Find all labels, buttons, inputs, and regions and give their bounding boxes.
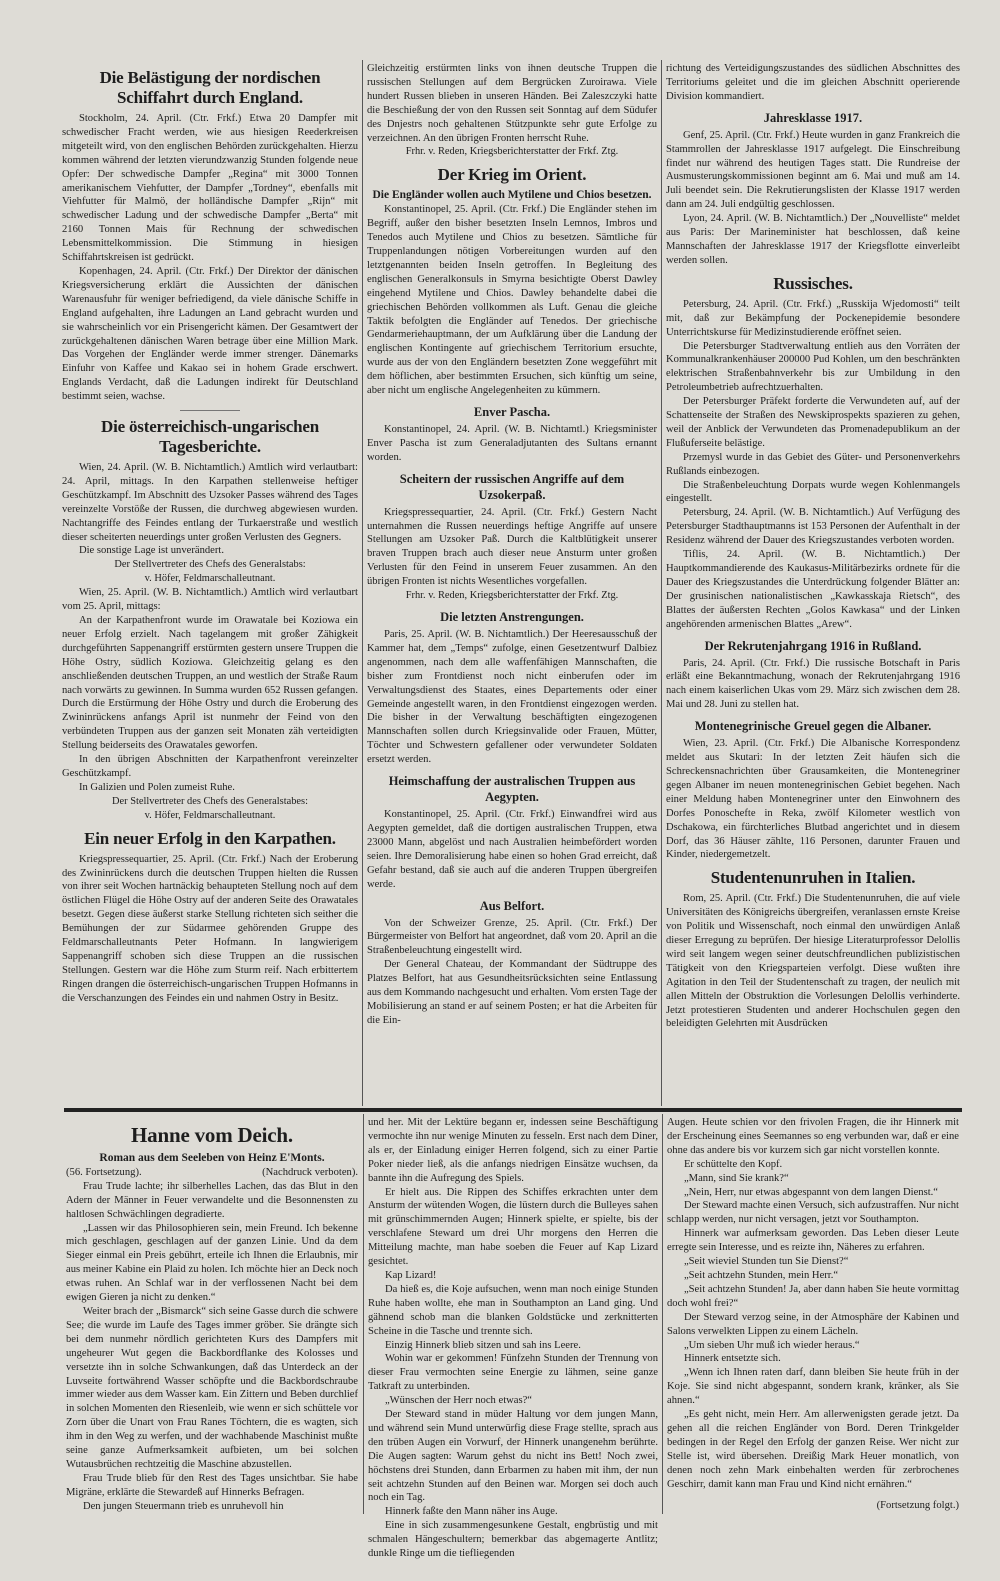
- feuilleton-divider: [64, 1108, 962, 1112]
- subheadline: Montenegrinische Greuel gegen die Albaner.: [694, 719, 932, 734]
- paragraph: Der Petersburger Präfekt forderte die Verwundeten auf, auf der Schattenseite der Straßen des Newskiprospekts spazieren zu gehen, weil der Anblick der Verwundeten das Promenadepublikum an der Flußuferseite belästige.: [666, 396, 960, 449]
- paragraph: Kopenhagen, 24. April. (Ctr. Frkf.) Der Direktor der dänischen Kriegsversicherung erklärt die Aussichten der dänischen Warenausfuhr für weniger befriedigend, da viele dänische Schiffe in England aufgehalten, ihre Ladungen an Land gebracht wurden und sie wahrscheinlich vor ein Prisengericht kämen. Der Gesamtwert der zurückgehaltenen dänischen Waren betrage über eine Million Mark. Das Vorgehen der Engländer werde immer strenger. Dänemarks Einfuhr von Kaffee und Kakao sei in hohem Grade erschwert. Englands Verdacht, daß die Ladungen indirekt für Deutschland bestimmt seien, wachse.: [62, 265, 358, 403]
- signature: Der Stellvertreter des Chefs des Generalstabs:: [114, 559, 306, 571]
- paragraph: Paris, 24. April. (Ctr. Frkf.) Die russische Botschaft in Paris erläßt eine Bekanntmachung, wonach der Rekrutenjahrgang 1916 nach einem kaiserlichen Ukas vom 29. März sich zwischen dem 28. Mai und 28. Juni zu stellen hat.: [666, 657, 960, 711]
- news-column-2: [367, 62, 657, 1106]
- subheadline: Heimschaffung der australischen Truppen aus Aegypten.: [388, 774, 636, 805]
- paragraph: „Um sieben Uhr muß ich wieder heraus.“: [683, 1339, 860, 1351]
- continuation-note: (Fortsetzung folgt.): [876, 1500, 959, 1512]
- paragraph-continued: Gleichzeitig erstürmten links von ihnen deutsche Truppen die russischen Stellungen auf dem Bergrücken Zuroirawa. Viele hundert Russen blieben in unseren Händen. Bei Zaleszczyki hatte die Beschießung der von den Russen seit Sonntag auf dem Südufer des Dnjestrs noch gehaltenen Stützpunkte sehr gute Erfolge zu verzeichnen. An den übrigen Fronten herrscht Ruhe.: [367, 63, 657, 144]
- headline: Der Krieg im Orient.: [437, 165, 587, 185]
- serial-column-1: [66, 1116, 358, 1516]
- paragraph: „Seit achtzehn Stunden, mein Herr.“: [683, 1269, 839, 1281]
- column-rule: [363, 1114, 364, 1514]
- paragraph: Der Steward machte einen Versuch, sich aufzustraffen. Nur nicht schlapp werden, nur nicht versagen, jetzt vor Southampton.: [667, 1200, 959, 1226]
- paragraph: Lyon, 24. April. (W. B. Nichtamtlich.) Der „Nouvelliste“ meldet aus Paris: Der Marineminister hat beschlossen, daß keine Mannschaften der Jahresklasse 1917 der Kriegsflotte einverleibt werden sollen.: [666, 213, 960, 266]
- paragraph: „Mann, sind Sie krank?“: [683, 1172, 789, 1184]
- paragraph: „Es geht nicht, mein Herr. Am allerwenigsten gerade jetzt. Da gehen all die reichen Engländer von Bord. Deren Trinkgelder bedingen in der Regel den Erfolg der ganzen Reise. Wer nicht zur Stelle ist, wird übersehen. Dreißig Mark Heuer monatlich, von denen noch zehn Mark einbehalten werden für zerbrochenes Geschirr, damit kann man Frau und Kind nicht ernähren.“: [667, 1409, 959, 1490]
- headline: Studentenunruhen in Italien.: [710, 868, 916, 888]
- paragraph: Rom, 25. April. (Ctr. Frkf.) Die Studentenunruhen, die auf viele Universitäten des Königreichs übergreifen, veranlassen ernste Kreise von Politik und Wissenschaft, noch einmal den unwürdigen Anlaß dieser Erregung zu beprüfen. Der hiesige Literaturprofessor Delollis wird seit langem wegen seiner deutschfreundlichen publizistischen Tätigkeit von den Kriegsparteien verfolgt. Diese wußten ihre Agitation in den Teil der Studentenschaft zu tragen, der neulich mit allen Mitteln der Obstruktion die Vorlesungen Delollis verhinderte. Jetzt protestieren Studenten und anderer Hochschulen gegen den beleidigten Gelehrten mit Ausdrücken: [666, 893, 960, 1030]
- paragraph: An der Karpathenfront wurde im Orawatale bei Koziowa ein neuer Erfolg erzielt. Nach tagelangem mit großer Zähigkeit durchgeführten Sappenangriff erstürmten gestern unsere Truppen die Höhe Ostry, südlich Koziowa. Gleichzeitig gelang es den anschließenden deutschen Truppen, an und westlich der Straße Raum nach vorwärts zu gewinnen. In Summa wurden 652 Russen gefangen. Durch die Erstürmung der Höhe Ostry und durch die Eroberung des Zwininrückens anfangs April ist nunmehr der Feind von den verbündeten Truppen aus der ganzen seit Monaten zäh verteidigten Stellung beiderseits des Orawatales geworfen.: [62, 615, 358, 752]
- paragraph: Hinnerk war aufmerksam geworden. Das Leben dieser Leute erregte sein Interesse, und es reizte ihn, Näheres zu erfahren.: [667, 1228, 959, 1254]
- paragraph: In den übrigen Abschnitten der Karpathenfront vereinzelter Geschützkampf.: [62, 754, 358, 779]
- paragraph: Eine in sich zusammengesunkene Gestalt, engbrüstig und mit schmalen Hängeschultern; bemerkbar das abgemagerte Antlitz; dunkle Ringe um die tiefliegenden: [368, 1520, 658, 1560]
- paragraph: Kap Lizard!: [384, 1269, 437, 1281]
- paragraph: Weiter brach der „Bismarck“ sich seine Gasse durch die schwere See; die wurde im Laufe des Tages immer gröber. Sie drängte sich bei dem nunmehr nördlich gerichteten Kurs des Dampfers mit ungeheurer Wut gegen die Backbordflanke des Kolosses und versetzte ihn in solche Schwankungen, daß das Unterdeck an der Luvseite fortwährend Wasser schöpfte und die Backbordschraube immer wieder aus dem Wasser kam. Ein Zittern und Beben durchlief in solchen Momenten den Riesenleib, wie wenn er sich schüttele vor Zorn über die Unart von Frau Ranes Töchtern, die es wagten, sich ihm in den Weg zu werfen, und der wachhabende Maschinist mußte seine ganze Aufmerksamkeit aufbieten, um bei solchen Wutausbrüchen rechtzeitig die Maschine abzustellen.: [66, 1305, 358, 1470]
- serial-title: Hanne vom Deich.: [131, 1123, 293, 1147]
- serial-meta: [66, 1166, 358, 1180]
- column-rule: [362, 60, 363, 1106]
- paragraph: Frau Trude lachte; ihr silberhelles Lachen, das das Blut in den Adern der Männer in Feuer verwandelte und die Besonnensten zu haltlosen Schwächlingen degradierte.: [66, 1180, 358, 1220]
- subheadline: Aus Belfort.: [479, 898, 545, 913]
- paragraph: Er schüttelte den Kopf.: [683, 1158, 783, 1170]
- paragraph: Wien, 23. April. (Ctr. Frkf.) Die Albanische Korrespondenz meldet aus Skutari: In der letzten Zeit häufen sich die Schreckensnachrichten über Grausamkeiten, die Montenegriner gegen Albaner im neuen montenegrinischen Gebiet begehen. Nach einer Meldung haben Montenegriner unter den Einwohnern des Dorfes Ponoschefte in Reka, zwölf Kilometer westlich von Dschakowa, ein fürchterliches Blutbad angerichtet und in diesem Dorf, das 36 Häuser zählte, 116 Personen, darunter Frauen und Kinder, niedergemetzelt.: [666, 738, 960, 861]
- column-rule: [661, 60, 662, 1106]
- subheadline: Enver Pascha.: [473, 404, 551, 419]
- headline: Ein neuer Erfolg in den Karpathen.: [84, 828, 336, 848]
- paragraph: Von der Schweizer Grenze, 25. April. (Ctr. Frkf.) Der Bürgermeister von Belfort hat angeordnet, daß vom 20. April an die Straßenbeleuchtung eingestellt wird.: [367, 917, 657, 957]
- subheadline: Der Rekrutenjahrgang 1916 in Rußland.: [704, 638, 922, 653]
- paragraph: Die Straßenbeleuchtung Dorpats wurde wegen Kohlenmangels eingestellt.: [666, 479, 960, 505]
- paragraph: „Seit wieviel Stunden tun Sie Dienst?“: [683, 1256, 849, 1268]
- paragraph: Hinnerk entsetzte sich.: [683, 1353, 781, 1365]
- paragraph: Genf, 25. April. (Ctr. Frkf.) Heute wurden in ganz Frankreich die Stammrollen der Jahresklasse 1917 aufgelegt. Die Einschreibung findet nur während des heutigen Tages statt. Die Rundreise der Ausmusterungskommissionen beginnt am 6. Mai und muß am 14. Juli beendet sein. Die Rekrutierungslisten der Klasse 1917 werden dann am 24. Juli endgültig geschlossen.: [666, 129, 960, 211]
- paragraph: „Wenn ich Ihnen raten darf, dann bleiben Sie heute früh in der Koje. Sie sind nicht abgespannt, sondern krank, kränker, als Sie ahnen.“: [667, 1367, 959, 1407]
- paragraph: Kriegspressequartier, 25. April. (Ctr. Frkf.) Nach der Eroberung des Zwininrückens durch die deutschen Truppen hielten die Russen von ihrer seit Wochen hartnäckig behaupteten Stellung noch auf dem östlichen Flügel die Höhe Ostry auf der anderen Seite des Orawatales besetzt. Gegen diese äußerst starke Stellung richteten sich seither die Bemühungen der zur Südarmee gehörenden Gruppe des Feldmarschalleutnants Peter Hofmann. In langwierigem Sappenangriff schoben sich diese Truppen an die russischen Stellungen. Gestern war die Höhe zum Sturm reif. Nach erbittertem Ringen drangen die österreichisch-ungarischen Truppen Hofmanns in die Verschanzungen des Feindes ein und nahmen Ostry in Besitz.: [62, 853, 358, 1004]
- paragraph: Da hieß es, die Koje aufsuchen, wenn man noch einige Stunden Ruhe haben wollte, ehe man in Southampton an Land ging. Und gähnend schob man die blanken Goldstücke und zerknitterten Scheine in die Tasche und trennte sich.: [368, 1283, 658, 1337]
- paragraph: „Nein, Herr, nur etwas abgespannt von dem langen Dienst.“: [683, 1186, 938, 1198]
- paragraph: Der Steward verzog seine, in der Atmosphäre der Kabinen und Salons verwelkten Lippen zu einem Lächeln.: [667, 1311, 959, 1337]
- signature: Frhr. v. Reden, Kriegsberichterstatter der Frkf. Ztg.: [405, 590, 619, 602]
- subtitle: Roman aus dem Seeleben von Heinz E'Monts.: [99, 1152, 325, 1164]
- paragraph: Petersburg, 24. April. (W. B. Nichtamtlich.) Auf Verfügung des Petersburger Stadthauptmanns ist 153 Personen der Aufenthalt in der Residenz während der Dauer des Kriegszustandes verboten worden.: [666, 507, 960, 547]
- paragraph: Den jungen Steuermann trieb es unruhevoll hin: [82, 1500, 284, 1512]
- paragraph: „Seit achtzehn Stunden! Ja, aber dann haben Sie heute vormittag doch wohl frei?“: [667, 1283, 959, 1309]
- column-rule: [662, 1114, 663, 1514]
- subtitle: Die Engländer wollen auch Mytilene und Chios besetzen.: [372, 189, 652, 202]
- paragraph: Wien, 24. April. (W. B. Nichtamtlich.) Amtlich wird verlautbart: 24. April, mittags. In den Karpathen stellenweise heftiger Geschützkampf. Im Abschnitt des Uzsoker Passes während des Tages vereinzelte Vorstöße der Russen, die durchweg abgewiesen wurden. Nachtangriffe des Feindes entlang der Turkaerstraße und westlich dieser scheiterten neuerdings unter großen Verlusten des Gegners.: [62, 462, 358, 543]
- paragraph: Konstantinopel, 25. April. (Ctr. Frkf.) Die Engländer stehen im Begriff, außer den bisher besetzten Inseln Lemnos, Imbros und Tenedos auch Mytilene und Chios zu besetzen. Sämtliche für Truppenlandungen nötigen Vorbereitungen wurden auf den letztgenannten beiden Inseln getroffen. In Begleitung des englischen Generalkonsuls in Smyrna besichtigte Oberst Dawley eingehend Mytilene und Chios. Dawley behandelte dabei die griechischen Behörden vollkommen als Luft. Genau die gleiche Taktik befolgten die Engländer auf Tenedos. Der griechische Gendarmeriehauptmann, der um Aufklärung über die Landung der englischen Kontingente auf griechischem Territorium ersuchte, wurde aus der von den Engländern besetzten Zone weggeführt mit dem höflichen, aber bestimmten Ersuchen, sich künftig um seine, aber nicht um englische Angelegenheiten zu kümmern.: [367, 204, 657, 397]
- headline: Die österreichisch-ungarischen Tagesberichte.: [101, 417, 319, 457]
- divider: [180, 410, 240, 411]
- headline: Die Belästigung der nordischen Schiffahrt durch England.: [99, 68, 321, 107]
- paragraph: Tiflis, 24. April. (W. B. Nichtamtlich.) Der Hauptkommandierende des Kaukasus-Militärbezirks ordnete für die Dauer des Kriegszustandes die Unterdrückung folgender Blätter an: Der grusinischen nationalistischen „Kawkasskaja Rietsch“, des Blattes der äußersten Rechten „Golos Kawkasa“ und der Linken angehörenden armenischen Blattes „Arew“.: [666, 549, 960, 630]
- subheadline: Scheitern der russischen Angriffe auf dem Uzsokerpaß.: [399, 471, 625, 502]
- signature: Der Stellvertreter des Chefs des Generalstabes:: [112, 795, 308, 807]
- paragraph: Wien, 25. April. (W. B. Nichtamtlich.) Amtlich wird verlautbart vom 25. April, mittags:: [62, 587, 358, 613]
- paragraph: Der General Chateau, der Kommandant der Südtruppe des Platzes Belfort, hat aus Gesundheitsrücksichten seine Entlassung aus dem Kommando nachgesucht und erhalten. Vom ersten Tage der Mobilisierung an stand er auf seinem Posten; er hat die Arbeiten für die Ein-: [367, 959, 657, 1026]
- serial-column-3: [667, 1116, 959, 1516]
- paragraph: Przemysl wurde in das Gebiet des Güter- und Personenverkehrs Rußlands einbezogen.: [666, 451, 960, 477]
- paragraph: Stockholm, 24. April. (Ctr. Frkf.) Etwa 20 Dampfer mit schwedischer Fracht werden, wie aus hiesigen Reederkreisen mitgeteilt wird, von den englischen Behörden zurückgehalten. Hierzu kommen während der letzten vierundzwanzig Stunden folgende neue Opfer: Der schwedische Dampfer „Regina“ mit 3000 Tonnen amerikanischem Viehfutter, der Dampfer „Tordney“, ebenfalls mit Viehfutter für Malmö, der holländische Dampfer „Rijn“ mit schwedischer Ladung und der schwedische Dampfer „Berta“ mit 2160 Tonnen Mais für Rechnung der schwedischen Lebensmittelkommission. Die Stimmung in hiesigen Schiffahrtskreisen ist gedrückt.: [62, 113, 358, 264]
- paragraph-continued: richtung des Verteidigungszustandes des südlichen Abschnittes des Territoriums geleitet und die im gleichen Abschnitt operierende Division kommandiert.: [666, 63, 960, 102]
- paragraph: In Galizien und Polen zumeist Ruhe.: [78, 781, 235, 793]
- paragraph: Frau Trude blieb für den Rest des Tages unsichtbar. Sie habe Migräne, erklärte die Stewardeß auf Hinnerks Befragen.: [66, 1472, 358, 1498]
- paragraph: Wohin war er gekommen! Fünfzehn Stunden der Trennung von dieser Frau vermochten seine Energie zu lähmen, seine ganze Tatkraft zu unterbinden.: [368, 1353, 658, 1393]
- news-column-3: [666, 62, 960, 1106]
- subheadline: Die letzten Anstrengungen.: [440, 610, 584, 624]
- paragraph: „Lassen wir das Philosophieren sein, mein Freund. Ich bekenne mich geschlagen, geschlagen auf der ganzen Linie. Und da dem Sieger einmal ein Preis gebührt, erteile ich Ihnen die Erlaubnis, mir aus meiner Kabine ein Plaid zu holen. Ich möchte hier an Deck noch etwas ruhen. An Schlaf war in der verflossenen Nacht bei dem ewigen Gieren ja nicht zu denken.“: [66, 1222, 358, 1304]
- headline: Russisches.: [773, 273, 853, 293]
- reprint-notice: (Nachdruck verboten).: [262, 1166, 358, 1178]
- paragraph: Petersburg, 24. April. (Ctr. Frkf.) „Russkija Wjedomosti“ teilt mit, daß zur Bekämpfung der Pockenepidemie besondere Unterrichtskurse für Medizinstudierende eröffnet seien.: [666, 298, 960, 338]
- paragraph: Der Steward stand in müder Haltung vor dem jungen Mann, und während sein Mund unterwürfig diese Frage stellte, sprach aus den trüben Augen ein Vorwurf, der Hinnerk unangenehm berührte. Die Augen sagten: Warum gehst du nicht ins Bett! Noch zwei, höchstens drei Stunden, dann Erbarmen zu haben mit ihm, der nun seit achtzehn Stunden auf den Beinen war. Morgen sei doch auch noch ein Tag.: [368, 1409, 658, 1504]
- paragraph-continued: und her. Mit der Lektüre begann er, indessen seine Beschäftigung vermochte ihn nur wenige Minuten zu fesseln. Erst nach dem Diner, als er, der Einladung einiger Herren folgend, sich zu einer Partie Poker nieder ließ, als die anfangs niedrigen Einsätze wuchsen, da bannte ihn die Aufregung des Spiels.: [368, 1117, 658, 1184]
- paragraph: „Wünschen der Herr noch etwas?“: [384, 1395, 533, 1407]
- paragraph: Einzig Hinnerk blieb sitzen und sah ins Leere.: [384, 1339, 581, 1351]
- paragraph: Die Petersburger Stadtverwaltung entlieh aus den Vorräten der Kommunalkrankenhäuser 200000 Pud Kohlen, um den beschränkten elektrischen Straßenbahnverkehr bis zur Umbildung in den Petroleumbetrieb aufrechtzuerhalten.: [666, 340, 960, 394]
- news-column-1: [62, 62, 358, 1106]
- subheadline: Jahresklasse 1917.: [763, 110, 863, 125]
- paragraph: Paris, 25. April. (W. B. Nichtamtlich.) Der Heeresausschuß der Kammer hat, dem „Temps“ zufolge, einen Gesetzentwurf Dalbiez angenommen, nach dem alle waffenfähigen Mannschaften, die bisher zum Frontdienst noch nicht einberufen oder im Verwaltungsdienst des Staates, eines Departements oder einer Gemeinde angestellt waren, in den Frontdienst eingezogen werden. Die bisher in der Verwaltung beschäftigten eingezogenen Mannschaften sollen durch Kriegsinvalide oder Frauen, Mütter, Töchter und Schwestern gefallener oder verwundeter Soldaten ersetzt werden.: [367, 629, 657, 766]
- serial-column-2: [368, 1116, 658, 1560]
- paragraph: Er hielt aus. Die Rippen des Schiffes erkrachten unter dem Ansturm der wütenden Wogen, die lüstern durch die Bulleyes sahen mit grünschimmernden Augen; Hinnerk spielte, er spielte, bis der verschlafene Steward um drei Uhr morgens den Herren die Mitteilung machte, man habe soeben die Feuer auf Kap Lizard gesichtet.: [368, 1186, 658, 1268]
- paragraph: Kriegspressequartier, 24. April. (Ctr. Frkf.) Gestern Nacht unternahmen die Russen neuerdings heftige Angriffe auf unsere Stellungen am Uzsoker Paß. Durch die Kaltblütigkeit unserer braven Truppen brach auch dieser neue Ansturm unter großen Verlusten für den Feind in unserem Feuer zusammen. An den übrigen Fronten ist nichts Wesentliches vorgefallen.: [367, 506, 657, 588]
- paragraph: Konstantinopel, 25. April. (Ctr. Frkf.) Einwandfrei wird aus Aegypten gemeldet, daß die dortigen australischen Truppen, etwa 23000 Mann, abgelöst und nach Australien heimbefördert worden seien. Ihre Demoralisierung habe einen so hohen Grad erreicht, daß Gefahr bestand, daß sie auch auf die anderen Truppen übergreifen werde.: [367, 809, 657, 890]
- paragraph: Hinnerk faßte den Mann näher ins Auge.: [384, 1506, 558, 1518]
- signature: Frhr. v. Reden, Kriegsberichterstatter der Frkf. Ztg.: [405, 146, 619, 158]
- installment-number: (56. Fortsetzung).: [66, 1166, 142, 1178]
- signature: v. Höfer, Feldmarschalleutnant.: [144, 573, 276, 585]
- signature: v. Höfer, Feldmarschalleutnant.: [144, 809, 276, 821]
- paragraph-continued: Augen. Heute schien vor den frivolen Fragen, die ihr Hinnerk mit der Erscheinung eines Seemannes so eng verbunden war, daß er eine ohne das andere bis vor kurzem sich gar nicht vorstellen konnte.: [667, 1117, 959, 1156]
- paragraph: Konstantinopel, 24. April. (W. B. Nichtamtl.) Kriegsminister Enver Pascha ist zum Generaladjutanten des Sultans ernannt worden.: [367, 423, 657, 463]
- paragraph: Die sonstige Lage ist unverändert.: [78, 545, 224, 557]
